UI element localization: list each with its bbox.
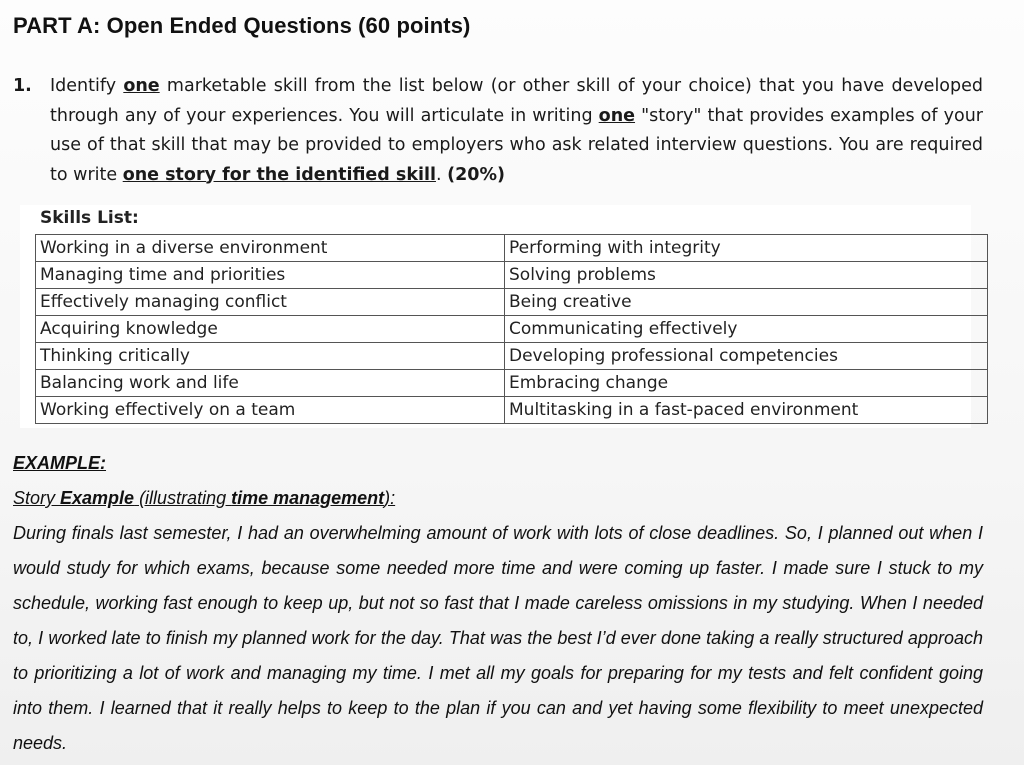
story-prefix: Story (13, 488, 61, 508)
table-row (36, 316, 988, 343)
skill-cell: Performing with integrity (505, 235, 988, 262)
table-row (36, 262, 988, 289)
table-row (36, 289, 988, 316)
table-row (36, 397, 988, 424)
skills-list-panel (20, 205, 971, 428)
question-text (50, 72, 983, 190)
skill-cell: Developing professional competencies (505, 343, 988, 370)
skills-table (35, 234, 988, 424)
question-weight: (20%) (447, 164, 505, 185)
skill-cell: Managing time and priorities (36, 262, 505, 289)
table-row (36, 235, 988, 262)
emphasis-one-skill: one (123, 76, 160, 96)
skill-cell: Acquiring knowledge (36, 316, 505, 343)
part-title: PART A: Open Ended Questions (60 points) (13, 13, 471, 38)
question-text-part-3: "story" that provides examples of your use of that skill that may be provided to employers who ask related interview questions. You are required to write (50, 105, 983, 185)
story-mid: (illustrating (134, 488, 232, 508)
skill-cell: Balancing work and life (36, 370, 505, 397)
table-row (36, 370, 988, 397)
skill-cell: Thinking critically (36, 343, 505, 370)
story-bold: Example (60, 488, 135, 508)
skill-cell: Effectively managing conflict (36, 289, 505, 316)
skill-cell: Being creative (505, 289, 988, 316)
example-section (13, 446, 983, 761)
skill-cell: Working in a diverse environment (36, 235, 505, 262)
skill-cell: Communicating effectively (505, 316, 988, 343)
skill-cell: Solving problems (505, 262, 988, 289)
skill-cell: Multitasking in a fast-paced environment (505, 397, 988, 424)
story-suffix: ): (384, 488, 396, 508)
skill-cell: Embracing change (505, 370, 988, 397)
question-1 (13, 72, 983, 190)
example-heading: EXAMPLE: (13, 453, 107, 473)
table-row (36, 343, 988, 370)
skill-cell: Working effectively on a team (36, 397, 505, 424)
question-text-part-2: marketable skill from the list below (or other skill of your choice) that you have developed through any of your experiences. You will articulate in writing (50, 76, 983, 126)
emphasis-one-story-identified: one story for the identified skill (122, 164, 436, 185)
question-number: 1. (13, 76, 32, 96)
emphasis-one-story: one (598, 105, 636, 126)
story-label (13, 481, 983, 516)
skills-list-caption: Skills List: (40, 208, 139, 228)
question-text-part-1: Identify (50, 76, 124, 96)
question-text-part-4: . (435, 164, 448, 185)
story-body: During finals last semester, I had an overwhelming amount of work with lots of close deadlines. So, I planned out when I would study for which exams, because some needed more time and were coming up faster. I made sure I stuck to my schedule, working fast enough to keep up, but not so fast that I made careless omissions in my studying. When I needed to, I worked late to finish my planned work for the day. That was the best I’d ever done taking a really structured approach to prioritizing a lot of work and managing my time. I met all my goals for preparing for my tests and felt confident going into them. I learned that it really helps to keep to the plan if you can and yet having some flexibility to meet unexpected needs. (13, 523, 983, 753)
story-topic: time management (231, 488, 385, 508)
